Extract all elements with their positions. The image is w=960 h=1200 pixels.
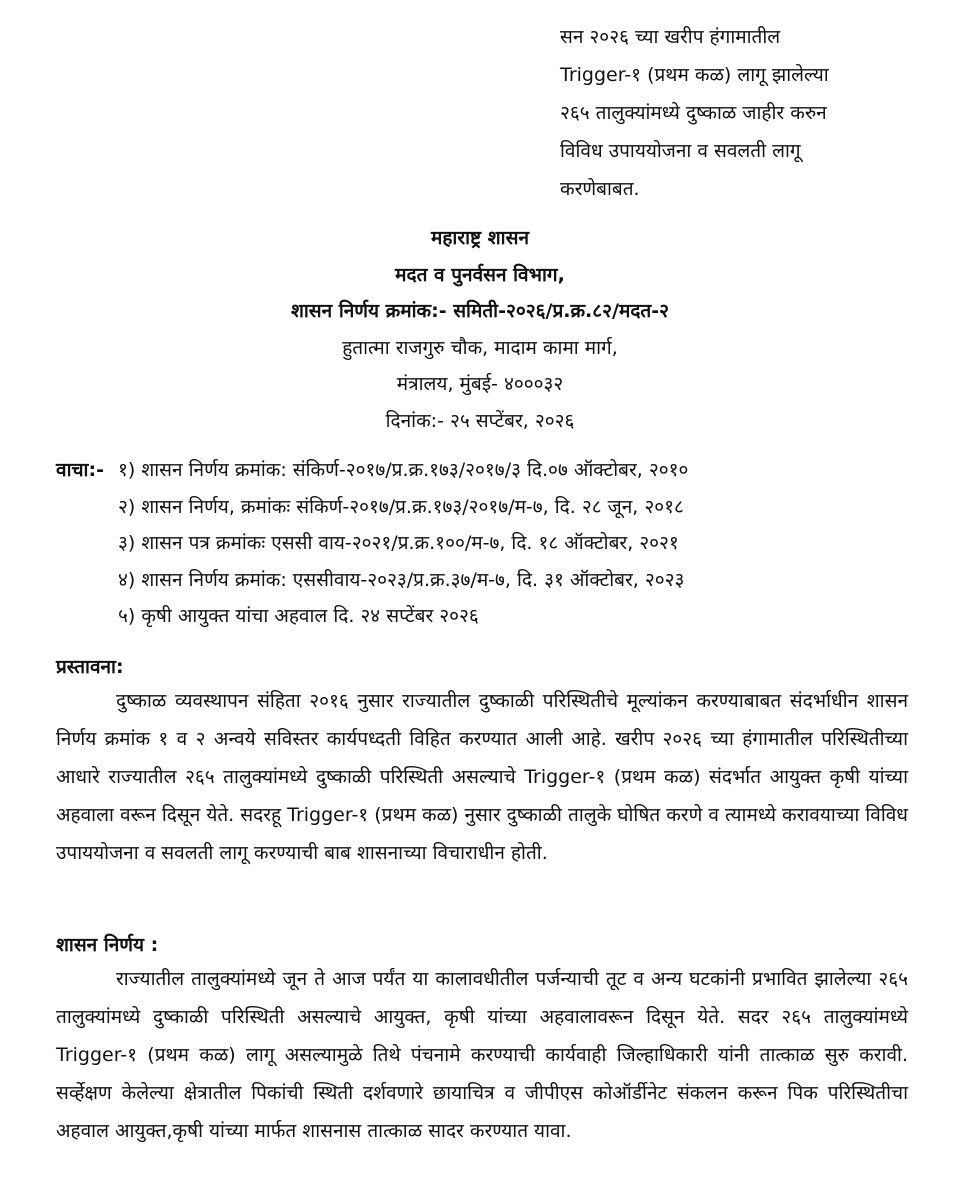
reference-text: ४) शासन निर्णय क्रमांक: एससीवाय-२०२३/प्र.क्र.३७/म-७, दि. ३१ ऑक्टोबर, २०२३: [118, 568, 685, 591]
reference-item: [56, 598, 916, 635]
reference-item: [56, 525, 916, 562]
subject-line: सन २०२६ च्या खरीप हंगामातील: [560, 26, 781, 48]
subject-line: विविध उपाययोजना व सवलती लागू: [560, 140, 801, 162]
reference-item: [56, 562, 916, 599]
reference-item: [56, 489, 916, 526]
subject-line: २६५ तालुक्यांमध्ये दुष्काळ जाहीर करुन: [560, 102, 827, 124]
gr-number: शासन निर्णय क्रमांक:- समिती-२०२६/प्र.क्र.८२/मदत-२: [290, 300, 670, 322]
decision-section: [56, 930, 908, 1150]
references-label: वाचा:-: [56, 459, 104, 481]
document-date: दिनांक:- २५ सप्टेंबर, २०२६: [385, 409, 575, 432]
address-line: हुतात्मा राजगुरु चौक, मादाम कामा मार्ग,: [342, 336, 618, 359]
preamble-heading: प्रस्तावना:: [56, 656, 124, 678]
reference-text: ३) शासन पत्र क्रमांकः एससी वाय-२०२१/प्र.क्र.१००/म-७, दि. १८ ऑक्टोबर, २०२१: [118, 532, 679, 554]
reference-text: २) शासन निर्णय, क्रमांकः संकिर्ण-२०१७/प्र.क्र.१७३/२०१७/म-७, दि. २८ जून, २०१८: [118, 495, 684, 518]
subject-block: [560, 18, 894, 208]
decision-paragraph: राज्यातील तालुक्यांमध्ये जून ते आज पर्यंत या कालावधीतील पर्जन्याची तूट व अन्य घटकांनी प्रभावित झालेल्या २६५ तालुक्यांमध्ये दुष्काळी परिस्थिती असल्याचे आयुक्त, कृषी यांच्या अहवालावरून दिसून येते. सदर २६५ तालुक्यांमध्ये Trigger-१ (प्रथम कळ) लागू असल्यामुळे तिथे पंचनामे करण्याची कार्यवाही जिल्हाधिकारी यांनी तात्काळ सुरु करावी. सर्व्हेक्षण केलेल्या क्षेत्रातील पिकांची स्थिती दर्शवणारे छायाचित्र व जीपीएस कोऑर्डीनेट संकलन करून पिक परिस्थितीचा अहवाल आयुक्त,कृषी यांच्या मार्फत शासनास तात्काळ सादर करण्यात यावा.: [56, 968, 908, 1142]
address-line: मंत्रालय, मुंबई- ४०००३२: [396, 373, 564, 395]
reference-text: १) शासन निर्णय क्रमांक: संकिर्ण-२०१७/प्र.क्र.१७३/२०१७/३ दि.०७ ऑक्टोबर, २०१०: [118, 459, 689, 481]
preamble-section: [56, 652, 908, 872]
reference-text: ५) कृषी आयुक्त यांचा अहवाल दि. २४ सप्टेंबर २०२६: [118, 605, 479, 627]
reference-item: [56, 452, 916, 489]
references-list: [56, 452, 916, 635]
preamble-paragraph: दुष्काळ व्यवस्थापन संहिता २०१६ नुसार राज्यातील दुष्काळी परिस्थितीचे मूल्यांकन करण्याबाबत संदर्भाधीन शासन निर्णय क्रमांक १ व २ अन्वये सविस्तर कार्यपध्दती विहित करण्यात आली आहे. खरीप २०२६ च्या हंगामातील परिस्थितीच्या आधारे राज्यातील २६५ तालुक्यांमध्ये दुष्काळी परिस्थिती असल्याचे Trigger-१ (प्रथम कळ) संदर्भात आयुक्त कृषी यांच्या अहवाला वरून दिसून येते. सदरहू Trigger-१ (प्रथम कळ) नुसार दुष्काळी तालुके घोषित करणे व त्यामध्ये करावयाच्या विविध उपाययोजना व सवलती लागू करण्याची बाब शासनाच्या विचाराधीन होती.: [56, 690, 908, 864]
government-name: महाराष्ट्र शासन: [430, 227, 529, 249]
document-header: [130, 220, 830, 439]
subject-line: करणेबाबत.: [560, 178, 640, 200]
decision-heading: शासन निर्णय :: [56, 934, 159, 956]
subject-line: Trigger-१ (प्रथम कळ) लागू झालेल्या: [560, 64, 829, 86]
department-name: मदत व पुनर्वसन विभाग,: [395, 263, 565, 286]
